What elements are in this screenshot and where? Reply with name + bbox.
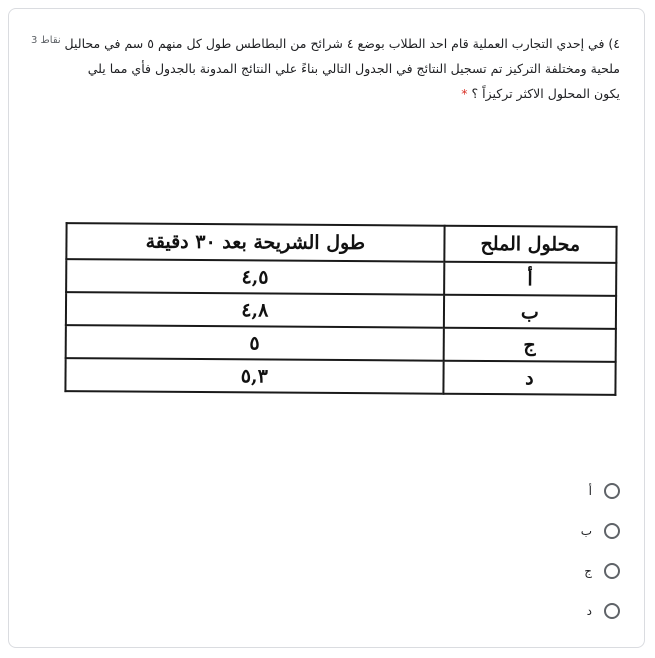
table-row <box>66 259 616 296</box>
radio-button[interactable] <box>604 523 620 539</box>
table-cell: ٥,٣ <box>65 358 443 394</box>
results-table <box>64 222 617 396</box>
table-header-row <box>66 223 616 263</box>
table-cell: ٤,٨ <box>66 292 444 328</box>
option-label: د <box>586 604 592 618</box>
table-row <box>65 358 615 395</box>
option-a[interactable] <box>589 479 620 503</box>
option-b[interactable] <box>581 519 620 543</box>
question-image <box>55 214 627 412</box>
header-salt-solution: محلول الملح <box>444 226 617 263</box>
question-title <box>60 31 620 106</box>
table-cell: ب <box>444 295 617 329</box>
table-row <box>66 292 616 329</box>
points-label: 3 نقاط <box>31 35 61 46</box>
table-cell: أ <box>444 262 617 296</box>
option-c[interactable] <box>584 559 620 583</box>
option-d[interactable] <box>587 599 620 623</box>
option-label: أ <box>588 484 592 498</box>
radio-button[interactable] <box>604 603 620 619</box>
table-row <box>66 325 616 362</box>
question-card <box>8 8 645 648</box>
question-text: ٤) في إحدي التجارب العملية قام احد الطلاب بوضع ٤ شرائح من البطاطس طول كل منهم ٥ سم في محاليل ملحية ومختلفة التركيز تم تسجيل النتائج في الجدول التالي بناءً علي النتائج المدونة بالجدول فأي مما يلي يكون المحلول الاكثر تركيزاً ؟ <box>64 36 620 101</box>
radio-button[interactable] <box>604 483 620 499</box>
table-cell: ج <box>443 328 616 362</box>
option-label: ب <box>580 524 592 538</box>
header-slice-length: طول الشريحة بعد ٣٠ دقيقة <box>66 223 444 262</box>
radio-button[interactable] <box>604 563 620 579</box>
table-cell: د <box>443 361 616 395</box>
option-label: ج <box>584 564 592 578</box>
table-cell: ٥ <box>66 325 444 361</box>
table-cell: ٤,٥ <box>66 259 444 295</box>
required-asterisk: * <box>461 86 468 101</box>
